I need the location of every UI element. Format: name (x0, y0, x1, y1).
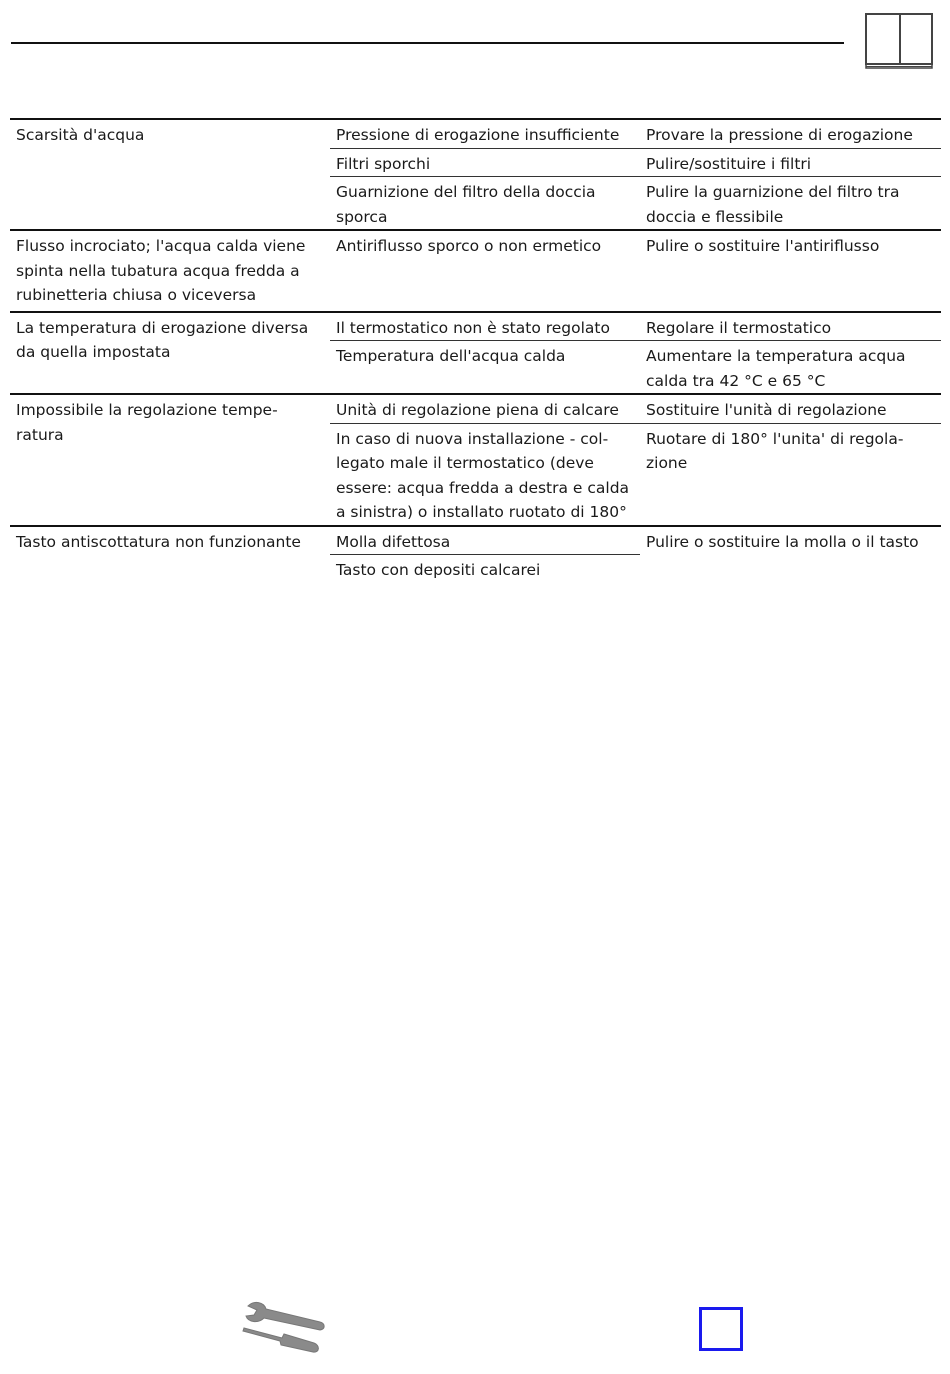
cause-cell: Il termostatico non è stato regolato (336, 318, 610, 337)
remedy-cell: Pulire/sostituire i filtri (646, 154, 812, 173)
remedy-cell: Regolare il termostatico (646, 318, 832, 337)
remedy-cell: Pulire o sostituire l'antiriflusso (646, 237, 880, 255)
wrench-screwdriver-icon (240, 1300, 330, 1358)
remedy-cell: Aumentare la temperatura acqua calda tra 42 °C e 65 °C (646, 347, 906, 390)
table-row (10, 525, 941, 583)
problem-cell: Impossibile la regolazione tempe-ratura (16, 401, 278, 444)
open-book-icon (865, 13, 935, 71)
remedy-cell: Provare la pressione di erogazione (646, 126, 913, 144)
cause-cell: Tasto con depositi calcarei (336, 561, 541, 579)
problem-cell: Tasto antiscottatura non funzionante (16, 532, 301, 551)
table-row (10, 118, 941, 229)
blue-square-icon (699, 1307, 743, 1351)
cause-remedy-row (330, 313, 941, 341)
cause-cell: Pressione di erogazione insufficiente (336, 126, 620, 144)
cause-remedy-row (330, 148, 941, 177)
problem-cell: Flusso incrociato; l'acqua calda viene spinta nella tubatura acqua fredda a rubinetteria chiusa o viceversa (16, 237, 306, 304)
cause-cell: In caso di nuova installazione - col-legato male il termostatico (deve essere: acqua fredda a destra e calda a sinistra) o installato ruotato di 180° (336, 429, 630, 521)
troubleshooting-table (10, 118, 941, 583)
cause-remedy-row (330, 120, 941, 148)
problem-cell: Scarsità d'acqua (16, 126, 145, 144)
remedy-cell: Ruotare di 180° l'unita' di regola-zione (646, 429, 904, 472)
cause-remedy-row (330, 423, 941, 525)
cause-cell: Temperatura dell'acqua calda (336, 347, 566, 365)
cause-cell: Molla difettosa (330, 527, 640, 556)
problem-cell: La temperatura di erogazione diversa da quella impostata (16, 318, 309, 361)
table-row (10, 393, 941, 525)
cause-cell: Guarnizione del filtro della doccia sporca (336, 183, 596, 226)
cause-remedy-row (330, 176, 941, 229)
table-row (10, 229, 941, 311)
cause-cell: Unità di regolazione piena di calcare (336, 401, 619, 419)
remedy-cell: Sostituire l'unità di regolazione (646, 401, 887, 419)
remedy-cell: Pulire la guarnizione del filtro tra doccia e flessibile (646, 183, 900, 226)
cause-cell: Antiriflusso sporco o non ermetico (336, 237, 602, 255)
remedy-cell: Pulire o sostituire la molla o il tasto (646, 532, 919, 551)
cause-remedy-row (330, 231, 941, 259)
cause-cell: Filtri sporchi (336, 154, 431, 173)
cause-remedy-row (330, 340, 941, 393)
table-row (10, 311, 941, 394)
cause-remedy-row (330, 395, 941, 423)
header-rule (11, 42, 844, 44)
